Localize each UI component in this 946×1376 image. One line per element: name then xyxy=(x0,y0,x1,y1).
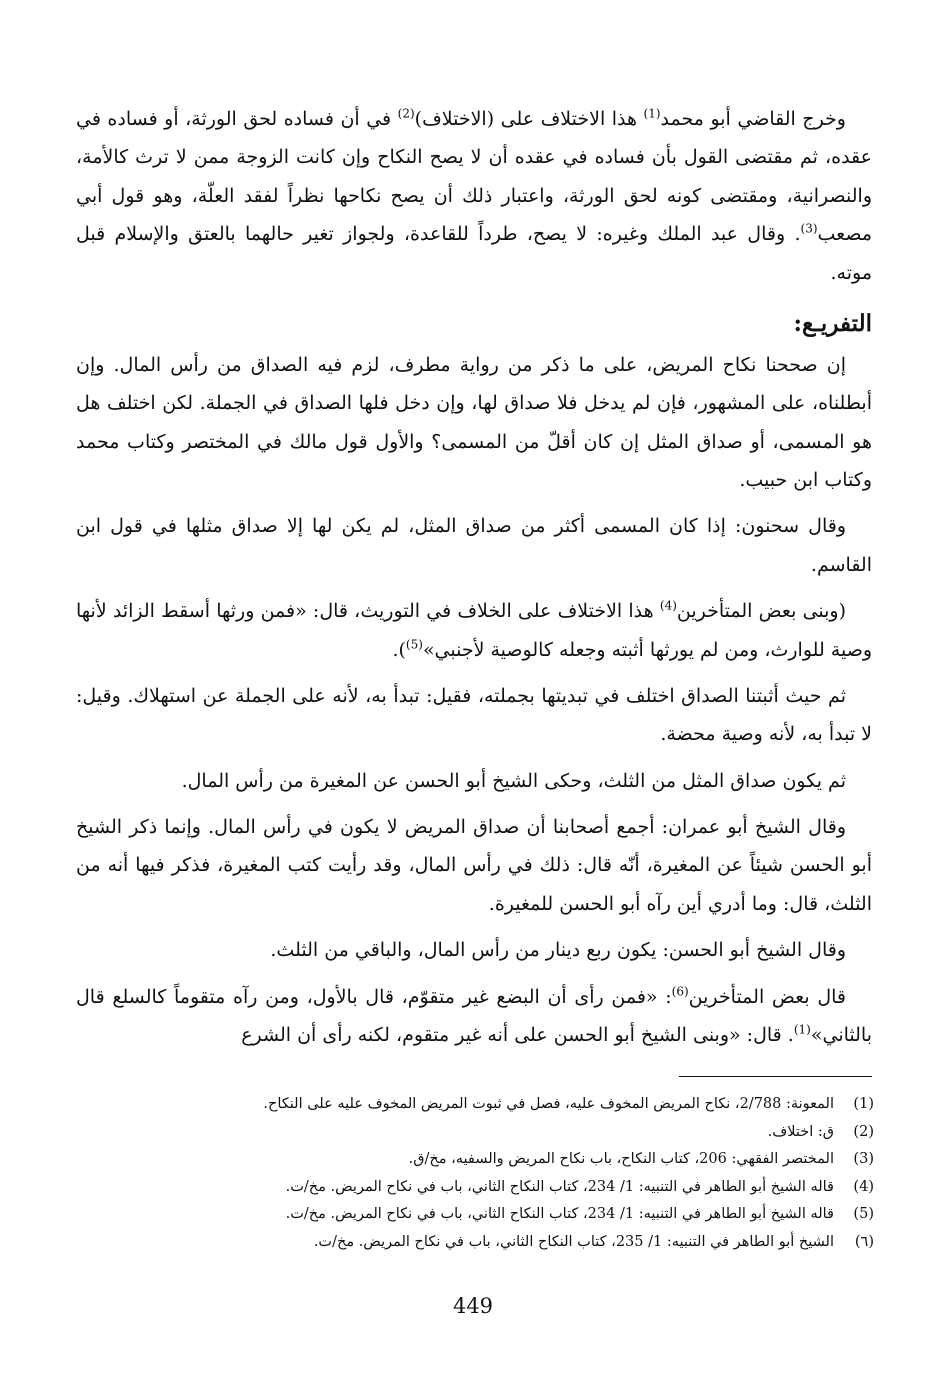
footnote-text: المعونة: 2/788، نكاح المريض المخوف عليه، فصل في ثبوت المريض المخوف عليه على النكاح. xyxy=(263,1096,834,1112)
body-text xyxy=(76,100,872,1054)
footnote xyxy=(90,1229,874,1257)
footnote-ref: (4) xyxy=(659,598,677,613)
footnote-ref: (5) xyxy=(405,637,423,652)
text-run: إن صححنا نكاح المريض، على ما ذكر من رواية مطرف، لزم فيه الصداق من رأس المال. وإن أبطلناه، على المشهور، فإن لم يدخل فلا صداق لها، وإن دخل فلها الصداق في الجملة. لكن اختلف هل هو المسمى، أو صداق المثل إن كان أقلّ من المسمى؟ والأول قول مالك في المختصر وكتاب محمد وكتاب ابن حبيب. xyxy=(76,353,872,491)
text-run: . قال: «وبنى الشيخ أبو الحسن على أنه غير متقوم، لكنه رأى أن الشرع xyxy=(241,1023,794,1046)
paragraph xyxy=(76,100,872,292)
footnote xyxy=(90,1119,874,1147)
footnote-ref: (2) xyxy=(397,106,415,121)
footnote-text: الشيخ أبو الطاهر في التنبيه: 1/ 235، كتاب النكاح الثاني، باب في نكاح المريض. مخ/ت. xyxy=(313,1233,834,1250)
footnote-number: (5) xyxy=(853,1206,874,1222)
paragraph xyxy=(76,346,872,500)
footnote xyxy=(90,1174,874,1202)
footnote-number: (٦) xyxy=(854,1233,874,1250)
text-run: : «فمن رأى أن البضع غير متقوّم، قال بالأول، ومن رآه متقوماً كالسلع قال بالثاني» xyxy=(76,985,872,1046)
page-number: 449 xyxy=(452,1294,494,1318)
text-run: . وقال عبد الملك وغيره: لا يصح، طرداً للقاعدة، ولجواز تغير حالهما بالعتق والإسلام قبل موته. xyxy=(76,223,872,284)
footnote xyxy=(90,1091,874,1119)
footnote-number: (2) xyxy=(853,1123,874,1140)
paragraph xyxy=(76,592,872,669)
footnote-number: (3) xyxy=(853,1151,874,1167)
text-run: هذا الاختلاف على (الاختلاف) xyxy=(414,108,644,130)
paragraph xyxy=(76,931,872,969)
section-heading: التفريـع: xyxy=(793,309,872,337)
text-run: وقال الشيخ أبو عمران: أجمع أصحابنا أن صداق المريض لا يكون في رأس المال. وإنما ذكر الشيخ أبو الحسن شيئاً عن المغيرة، أنّه قال: ذلك في رأس المال، وقد رأيت كتب المغيرة، فذكر فيها أنه من الثلث، قال: وما أدري أين رآه أبو الحسن للمغيرة. xyxy=(76,816,872,915)
text-run: في أن فساده لحق الورثة، أو فساده في عقده، ثم مقتضى القول بأن فساده في عقده أن لا يصح النكاح وإن كانت الزوجة ممن لا ترث كالأمة، والنصرانية، ومقتضى كونه لحق الورثة، واعتبار ذلك أن يصح نكاحها نظراً لفقد العلّة، وهو قول أبي مصعب xyxy=(76,108,872,246)
text-run: ثم حيث أثبتنا الصداق اختلف في تبديتها بجملته، فقيل: تبدأ به، لأنه على الجملة عن استهلاك. وقيل: لا تبدأ به، لأنه وصية محضة. xyxy=(76,684,872,746)
text-run: وقال سحنون: إذا كان المسمى أكثر من صداق المثل، لم يكن لها إلا صداق مثلها في قول ابن القاسم. xyxy=(76,515,872,576)
footnote-ref: (3) xyxy=(800,221,818,236)
footnote-number: (4) xyxy=(853,1178,874,1195)
footnote-ref: (1) xyxy=(643,106,661,121)
paragraph xyxy=(76,978,872,1055)
paragraph xyxy=(76,677,872,754)
paragraph xyxy=(76,762,872,800)
intro-section xyxy=(76,100,872,292)
text-run: وقال الشيخ أبو الحسن: يكون ربع دينار من رأس المال، والباقي من الثلث. xyxy=(270,939,846,962)
footnote xyxy=(90,1146,874,1174)
footnote-number: (1) xyxy=(853,1096,874,1112)
text-run: ثم يكون صداق المثل من الثلث، وحكى الشيخ أبو الحسن عن المغيرة من رأس المال. xyxy=(181,769,846,792)
footnote-separator xyxy=(679,1076,872,1077)
footnote-text: المختصر الفقهي: 206، كتاب النكاح، باب نكاح المريض والسفيه، مخ/ق. xyxy=(408,1151,834,1167)
footnote-text: ق: اختلاف. xyxy=(767,1123,834,1140)
text-run: ). xyxy=(392,638,406,661)
footnote-ref: (1) xyxy=(793,1022,811,1037)
paragraph xyxy=(76,507,872,584)
text-run: قال بعض المتأخرين xyxy=(688,985,846,1008)
main-section xyxy=(76,346,872,1054)
paragraph xyxy=(76,808,872,923)
footnotes xyxy=(90,1091,874,1256)
footnote xyxy=(90,1201,874,1229)
text-run: هذا الاختلاف على الخلاف في التوريث، قال: «فمن ورثها أسقط الزائد لأنها وصية للوارث، ومن لم يورثها أثبته وجعله كالوصية لأجنبي» xyxy=(76,600,872,661)
text-run: (وبنى بعض المتأخرين xyxy=(676,600,847,623)
footnote-text: قاله الشيخ أبو الطاهر في التنبيه: 1/ 234، كتاب النكاح الثاني، باب في نكاح المريض. مخ/ت. xyxy=(285,1178,834,1195)
footnote-ref: (6) xyxy=(671,984,689,999)
footnote-text: قاله الشيخ أبو الطاهر في التنبيه: 1/ 234، كتاب النكاح الثاني، باب في نكاح المريض. مخ/ت. xyxy=(285,1206,834,1222)
text-run: وخرج القاضي أبو محمد xyxy=(660,108,846,130)
